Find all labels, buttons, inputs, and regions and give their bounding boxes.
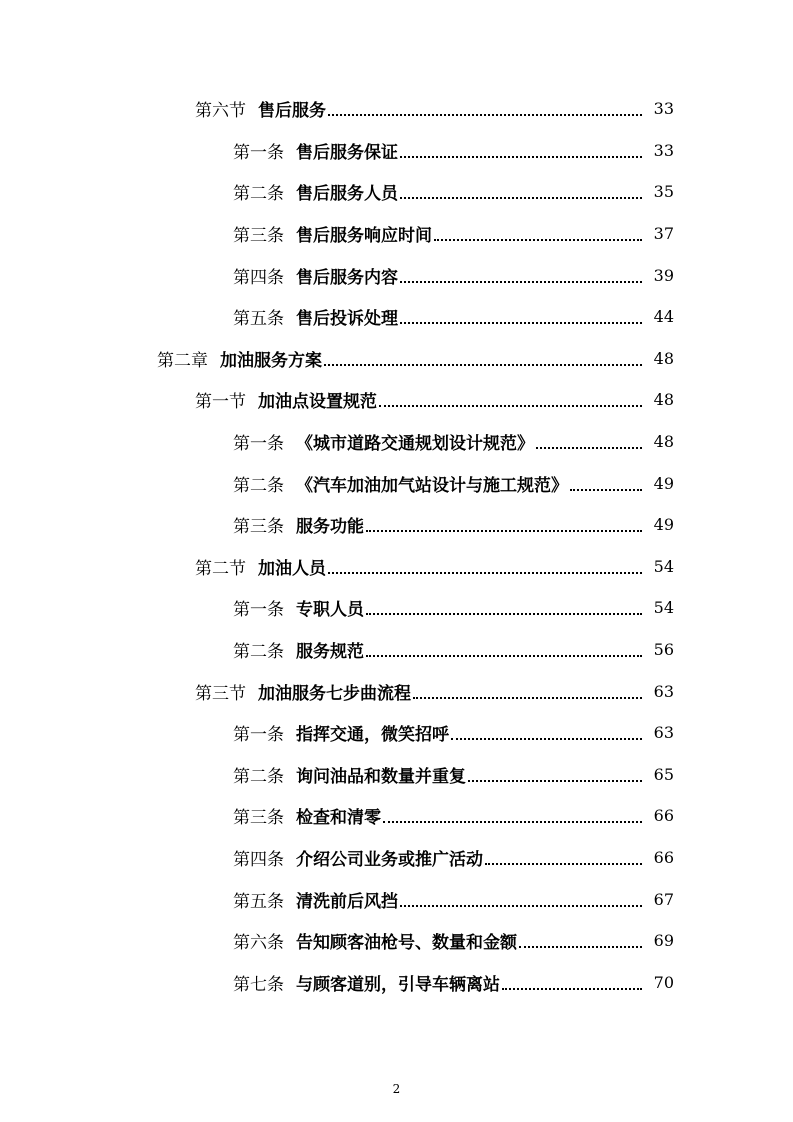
toc-entry-page: 33 [653, 140, 674, 160]
toc-entry-title: 售后投诉处理 [296, 309, 398, 330]
toc-entry[interactable] [0, 754, 793, 796]
toc-entry[interactable] [0, 878, 793, 920]
toc-dot-leader [570, 488, 642, 491]
toc-dot-leader [366, 654, 642, 657]
toc-dot-leader [434, 238, 642, 241]
toc-entry-number: 第四条 [233, 267, 284, 288]
toc-entry-page: 49 [653, 515, 674, 535]
toc-entry-title: 专职人员 [296, 600, 364, 621]
toc-entry-page: 56 [653, 640, 674, 660]
toc-entry-number: 第二条 [233, 642, 284, 663]
toc-entry-number: 第七条 [233, 974, 284, 995]
toc-dot-leader [451, 737, 642, 740]
toc-dot-leader [328, 113, 642, 116]
toc-entry-page: 35 [653, 182, 674, 202]
toc-entry[interactable] [0, 213, 793, 255]
toc-entry-page: 33 [653, 99, 674, 119]
toc-entry-page: 48 [653, 348, 674, 368]
toc-entry-title: 与顾客道别，引导车辆离站 [296, 974, 500, 995]
toc-entry-page: 66 [653, 847, 674, 867]
toc-entry-title: 指挥交通，微笑招呼 [296, 725, 449, 746]
toc-dot-leader [413, 696, 642, 699]
toc-entry-number: 第一条 [233, 434, 284, 455]
toc-entry[interactable] [0, 379, 793, 421]
toc-entry[interactable] [0, 296, 793, 338]
toc-entry-title: 售后服务内容 [296, 267, 398, 288]
toc-entry[interactable] [0, 504, 793, 546]
toc-entry-number: 第三条 [233, 517, 284, 538]
toc-entry-title: 检查和清零 [296, 808, 381, 829]
toc-entry-title: 介绍公司业务或推广活动 [296, 849, 483, 870]
toc-entry-page: 48 [653, 432, 674, 452]
toc-entry[interactable] [0, 462, 793, 504]
toc-entry[interactable] [0, 920, 793, 962]
toc-dot-leader [485, 862, 642, 865]
page-number: 2 [392, 1082, 401, 1096]
toc-entry-number: 第二条 [233, 184, 284, 205]
toc-dot-leader [400, 196, 642, 199]
toc-entry-number: 第三条 [233, 226, 284, 247]
toc-entry[interactable] [0, 88, 793, 130]
toc-entry-title: 清洗前后风挡 [296, 891, 398, 912]
toc-entry-title: 加油服务七步曲流程 [258, 683, 411, 704]
toc-entry[interactable] [0, 670, 793, 712]
toc-entry-number: 第三节 [195, 683, 246, 704]
toc-entry-page: 63 [653, 723, 674, 743]
toc-entry[interactable] [0, 795, 793, 837]
toc-entry-page: 63 [653, 681, 674, 701]
toc-entry-title: 加油点设置规范 [258, 392, 377, 413]
toc-entry-title: 《城市道路交通规划设计规范》 [296, 434, 534, 455]
toc-dot-leader [502, 987, 642, 990]
toc-dot-leader [468, 779, 642, 782]
toc-dot-leader [379, 404, 642, 407]
toc-entry[interactable] [0, 837, 793, 879]
toc-entry[interactable] [0, 254, 793, 296]
toc-entry[interactable] [0, 421, 793, 463]
toc-dot-leader [328, 571, 642, 574]
toc-entry-number: 第一条 [233, 600, 284, 621]
toc-entry-number: 第六节 [195, 101, 246, 122]
toc-entry-page: 39 [653, 265, 674, 285]
toc-dot-leader [366, 529, 642, 532]
toc-entry-title: 售后服务响应时间 [296, 226, 432, 247]
toc-entry-title: 服务功能 [296, 517, 364, 538]
toc-entry[interactable] [0, 338, 793, 380]
toc-dot-leader [324, 363, 642, 366]
toc-dot-leader [536, 446, 642, 449]
toc-entry-number: 第一条 [233, 142, 284, 163]
toc-entry-number: 第二章 [157, 350, 208, 371]
toc-dot-leader [366, 612, 642, 615]
toc-entry-title: 售后服务人员 [296, 184, 398, 205]
toc-entry-number: 第二节 [195, 558, 246, 579]
toc-entry-page: 48 [653, 390, 674, 410]
toc-entry-title: 售后服务 [258, 101, 326, 122]
toc-entry-number: 第一节 [195, 392, 246, 413]
toc-entry[interactable] [0, 712, 793, 754]
toc-entry-page: 37 [653, 224, 674, 244]
toc-entry[interactable] [0, 171, 793, 213]
toc-entry-number: 第四条 [233, 849, 284, 870]
toc-entry-number: 第二条 [233, 766, 284, 787]
toc-entry[interactable] [0, 961, 793, 1003]
toc-entry-page: 66 [653, 806, 674, 826]
toc-entry[interactable] [0, 546, 793, 588]
toc-entry-number: 第五条 [233, 309, 284, 330]
toc-entry-page: 70 [653, 972, 674, 992]
toc-entry-number: 第五条 [233, 891, 284, 912]
toc-entry-page: 49 [653, 473, 674, 493]
toc-dot-leader [383, 820, 642, 823]
toc-dot-leader [519, 945, 642, 948]
toc-entry-title: 加油服务方案 [220, 350, 322, 371]
toc-entry-page: 54 [653, 598, 674, 618]
toc-entry-page: 54 [653, 556, 674, 576]
toc-entry-number: 第三条 [233, 808, 284, 829]
toc-entry-page: 67 [653, 889, 674, 909]
toc-entry[interactable] [0, 130, 793, 172]
toc-dot-leader [400, 280, 642, 283]
toc-dot-leader [400, 904, 642, 907]
toc-entry-title: 服务规范 [296, 642, 364, 663]
toc-entry-title: 售后服务保证 [296, 142, 398, 163]
toc-entry[interactable] [0, 587, 793, 629]
toc-entry-page: 65 [653, 764, 674, 784]
toc-entry-title: 询问油品和数量并重复 [296, 766, 466, 787]
toc-entry-number: 第六条 [233, 933, 284, 954]
toc-entry-number: 第一条 [233, 725, 284, 746]
toc-entry-number: 第二条 [233, 475, 284, 496]
toc-entry-page: 69 [653, 931, 674, 951]
toc-entry[interactable] [0, 629, 793, 671]
toc-entry-title: 加油人员 [258, 558, 326, 579]
toc-entry-title: 告知顾客油枪号、数量和金额 [296, 933, 517, 954]
toc-entry-title: 《汽车加油加气站设计与施工规范》 [296, 475, 568, 496]
toc-dot-leader [400, 321, 642, 324]
table-of-contents [0, 88, 793, 1003]
toc-entry-page: 44 [653, 307, 674, 327]
toc-dot-leader [400, 155, 642, 158]
